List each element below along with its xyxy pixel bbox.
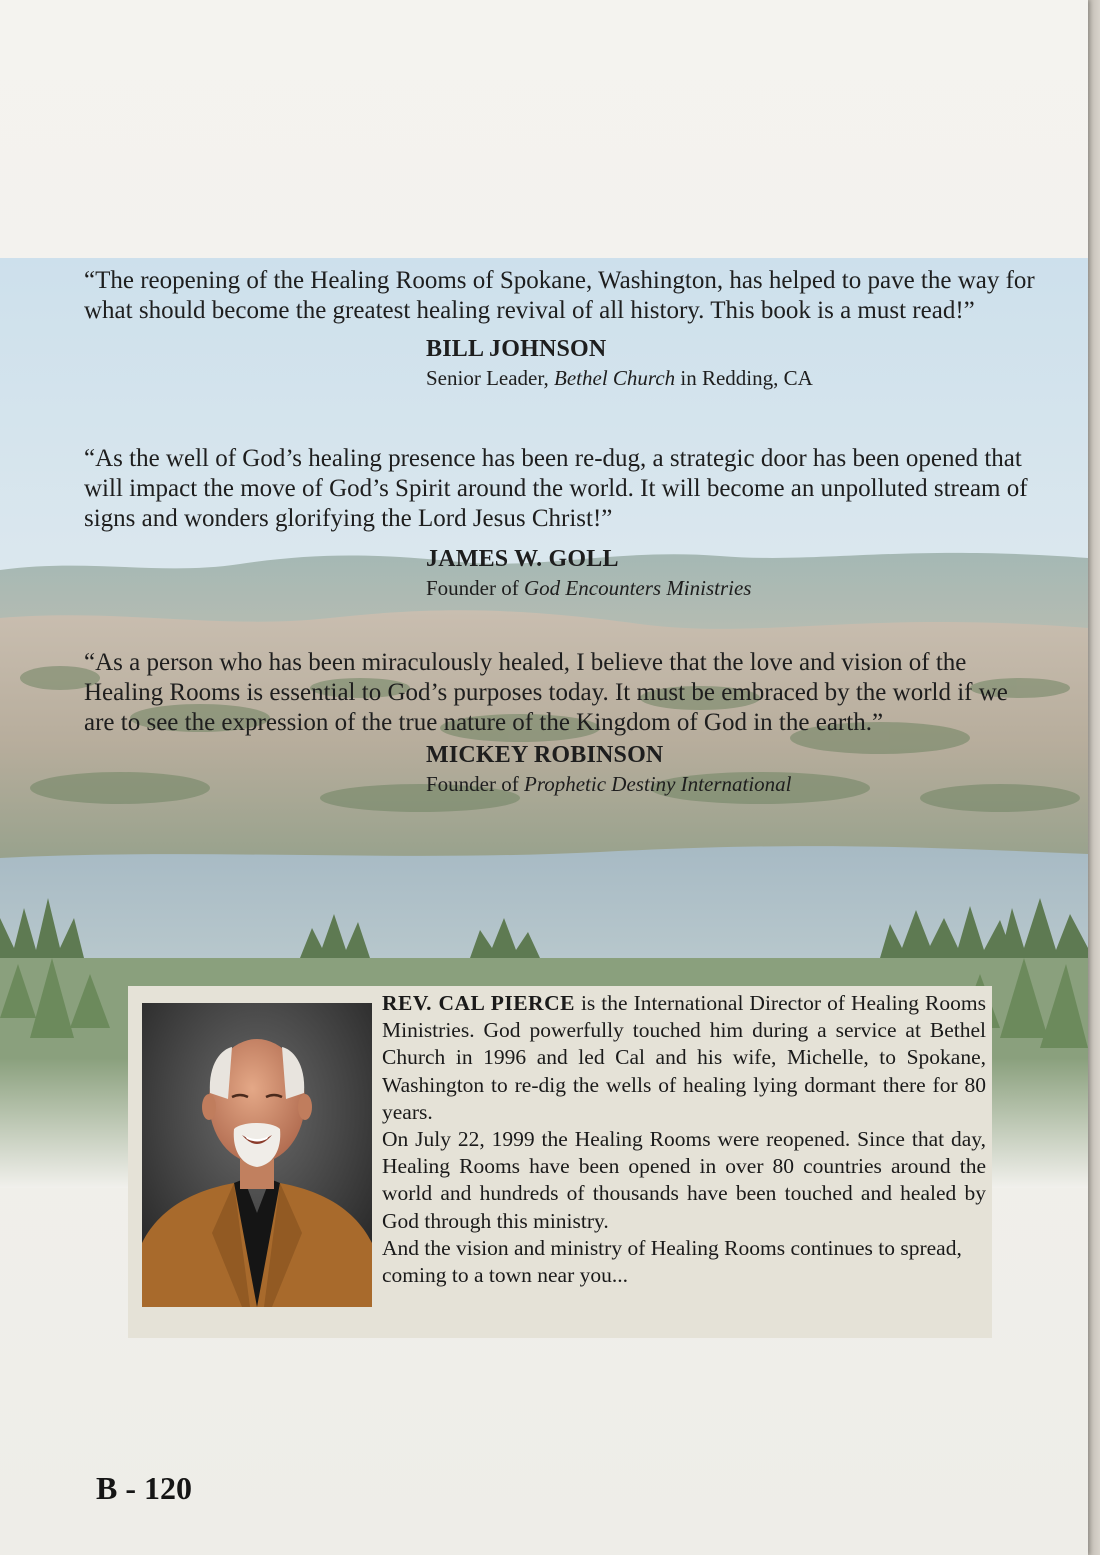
catalog-code: B - 120: [96, 1470, 192, 1506]
endorser-role: Senior Leader, Bethel Church in Redding, CA: [426, 366, 813, 390]
quote-text: “The reopening of the Healing Rooms of Spokane, Washington, has helped to pave the way for what should become the greatest healing revival of all history. This book is a must read!”: [84, 267, 1035, 324]
attribution: [426, 334, 1044, 392]
endorser-role: Founder of Prophetic Destiny International: [426, 772, 792, 796]
attribution: [426, 544, 1044, 602]
page-edge: [1086, 0, 1100, 1555]
author-name: REV. CAL PIERCE: [382, 991, 575, 1015]
author-photo: [142, 1003, 372, 1307]
bio-paragraph-2: On July 22, 1999 the Healing Rooms were reopened. Since that day, Healing Rooms have been opened in over 80 countries around the world and hundreds of thousands have been touched and healed by God through this ministry.: [382, 1127, 986, 1233]
endorser-name: MICKEY ROBINSON: [426, 742, 664, 768]
endorser-name: JAMES W. GOLL: [426, 546, 619, 572]
endorsement-2: [84, 444, 1044, 602]
bio-paragraph-3: And the vision and ministry of Healing Rooms continues to spread, coming to a town near you...: [382, 1235, 962, 1288]
author-bio-box: [128, 986, 992, 1338]
bio-paragraph-1: REV. CAL PIERCE is the International Director of Healing Rooms Ministries. God powerfully touched him during a service at Bethel Church in 1996 and led Cal and his wife, Michelle, to Spokane, Washington to re-dig the wells of healing lying dormant there for 80 years.: [382, 991, 986, 1124]
endorsement-3: [84, 648, 1044, 798]
quote-text: “As a person who has been miraculously healed, I believe that the love and vision of the Healing Rooms is essential to God’s purposes today. It must be embraced by the world if we are to see the expression of the true nature of the Kingdom of God in the earth.”: [84, 649, 1008, 736]
endorser-name: BILL JOHNSON: [426, 336, 607, 362]
quote-text: “As the well of God’s healing presence has been re-dug, a strategic door has been opened that will impact the move of God’s Spirit around the world. It will become an unpolluted stream of signs and wonders glorifying the Lord Jesus Christ!”: [84, 445, 1028, 532]
endorser-role: Founder of God Encounters Ministries: [426, 576, 752, 600]
endorsement-1: [84, 266, 1044, 392]
author-bio: [382, 990, 986, 1289]
attribution: [426, 740, 1044, 798]
